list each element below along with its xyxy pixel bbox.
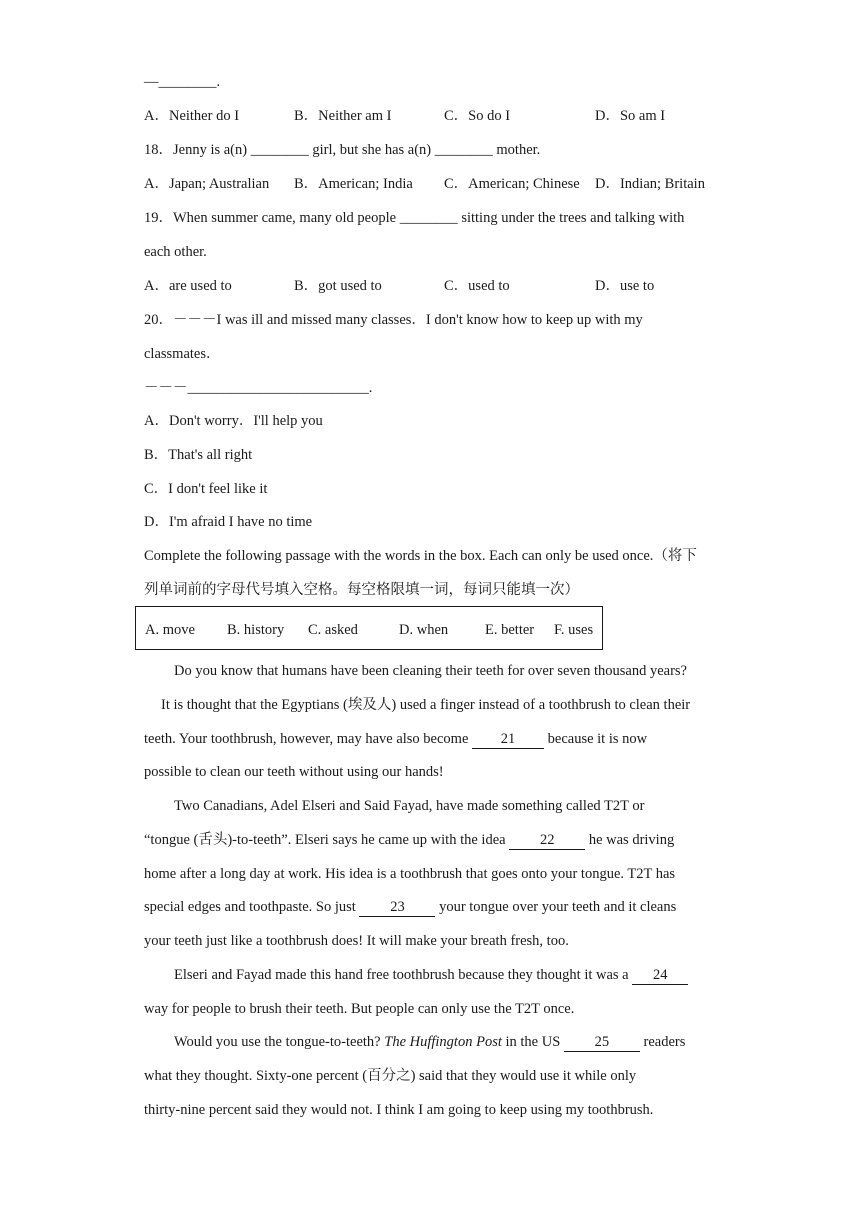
passage-p1-line-2: It is thought that the Egyptians (埃及人) used a finger instead of a toothbrush to clean their xyxy=(161,697,691,713)
instruction-line-1: Complete the following passage with the words in the box. Each can only be used once.（将下 xyxy=(144,548,697,564)
q19-option-c: C．used to xyxy=(444,278,510,294)
newspaper-title: The Huffington Post xyxy=(384,1034,502,1050)
q19-option-a: A．are used to xyxy=(144,278,232,294)
blank-21: 21 xyxy=(472,731,544,749)
word-box-item-b: B. history xyxy=(227,622,285,638)
q18-stem: 18．Jenny is a(n) ________ girl, but she has a(n) ________ mother. xyxy=(144,142,541,158)
q18-option-d: D．Indian; Britain xyxy=(595,176,705,192)
instruction-line-2: 列单词前的字母代号填入空格。每空格限填一词，每词只能填一次） xyxy=(144,582,579,598)
word-box-item-f: F. uses xyxy=(554,622,594,638)
q17-option-c: C．So do I xyxy=(444,108,511,124)
q20-option-a: A．Don't worry．I'll help you xyxy=(144,413,323,429)
passage-p2-line-2: “tongue (舌头)-to-teeth”. Elseri says he came up with the idea 22 he was driving xyxy=(144,832,675,848)
q20-option-b: B．That's all right xyxy=(144,447,253,463)
passage-p4-line-3: thirty-nine percent said they would not. I think I am going to keep using my toothbrush. xyxy=(144,1102,654,1118)
q20-stem-line-1: 20．－－－I was ill and missed many classes．I don't know how to keep up with my xyxy=(144,312,643,328)
q19-stem-line-1: 19．When summer came, many old people ________ sitting under the trees and talking with xyxy=(144,210,685,226)
passage-p1-line-1: Do you know that humans have been cleaning their teeth for over seven thousand years? xyxy=(174,663,687,679)
passage-p4-line-2: what they thought. Sixty-one percent (百分之) said that they would use it while only xyxy=(144,1068,637,1084)
q19-option-b: B．got used to xyxy=(294,278,382,294)
q18-option-a: A．Japan; Australian xyxy=(144,176,270,192)
q17-option-a: A．Neither do I xyxy=(144,108,240,124)
q20-option-d: D．I'm afraid I have no time xyxy=(144,514,313,530)
q18-option-c: C．American; Chinese xyxy=(444,176,580,192)
passage-p3-line-2: way for people to brush their teeth. But people can only use the T2T once. xyxy=(144,1001,575,1017)
q20-stem-line-2: classmates． xyxy=(144,346,221,362)
q18-option-b: B．American; India xyxy=(294,176,413,192)
word-box-item-c: C. asked xyxy=(308,622,358,638)
blank-24: 24 xyxy=(632,967,688,985)
blank-25: 25 xyxy=(564,1034,640,1052)
q20-answer-line: －－－_________________________. xyxy=(144,380,373,396)
passage-p3-line-1: Elseri and Fayad made this hand free toothbrush because they thought it was a 24 xyxy=(174,965,688,985)
passage-p4-line-1: Would you use the tongue-to-teeth? The Huffington Post in the US 25 readers xyxy=(174,1034,686,1050)
word-box-item-d: D. when xyxy=(399,622,449,638)
passage-p2-line-1: Two Canadians, Adel Elseri and Said Fayad, have made something called T2T or xyxy=(174,798,645,814)
passage-p2-line-3: home after a long day at work. His idea is a toothbrush that goes onto your tongue. T2T has xyxy=(144,866,676,882)
passage-p2-line-5: your teeth just like a toothbrush does! It will make your breath fresh, too. xyxy=(144,933,569,949)
passage-p2-line-4: special edges and toothpaste. So just 23 your tongue over your teeth and it cleans xyxy=(144,899,677,915)
word-box-item-a: A. move xyxy=(145,622,195,638)
q17-option-b: B．Neither am I xyxy=(294,108,392,124)
word-box-item-e: E. better xyxy=(485,622,535,638)
passage-p1-line-3: teeth. Your toothbrush, however, may have also become 21 because it is now xyxy=(144,731,648,747)
q17-answer-line: —________. xyxy=(144,74,221,90)
q17-option-d: D．So am I xyxy=(595,108,666,124)
word-box xyxy=(135,606,603,650)
passage-p1-line-4: possible to clean our teeth without using our hands! xyxy=(144,764,444,780)
q19-stem-line-2: each other. xyxy=(144,244,207,260)
blank-22: 22 xyxy=(509,832,585,850)
q20-option-c: C．I don't feel like it xyxy=(144,481,268,497)
q19-option-d: D．use to xyxy=(595,278,655,294)
blank-23: 23 xyxy=(359,899,435,917)
